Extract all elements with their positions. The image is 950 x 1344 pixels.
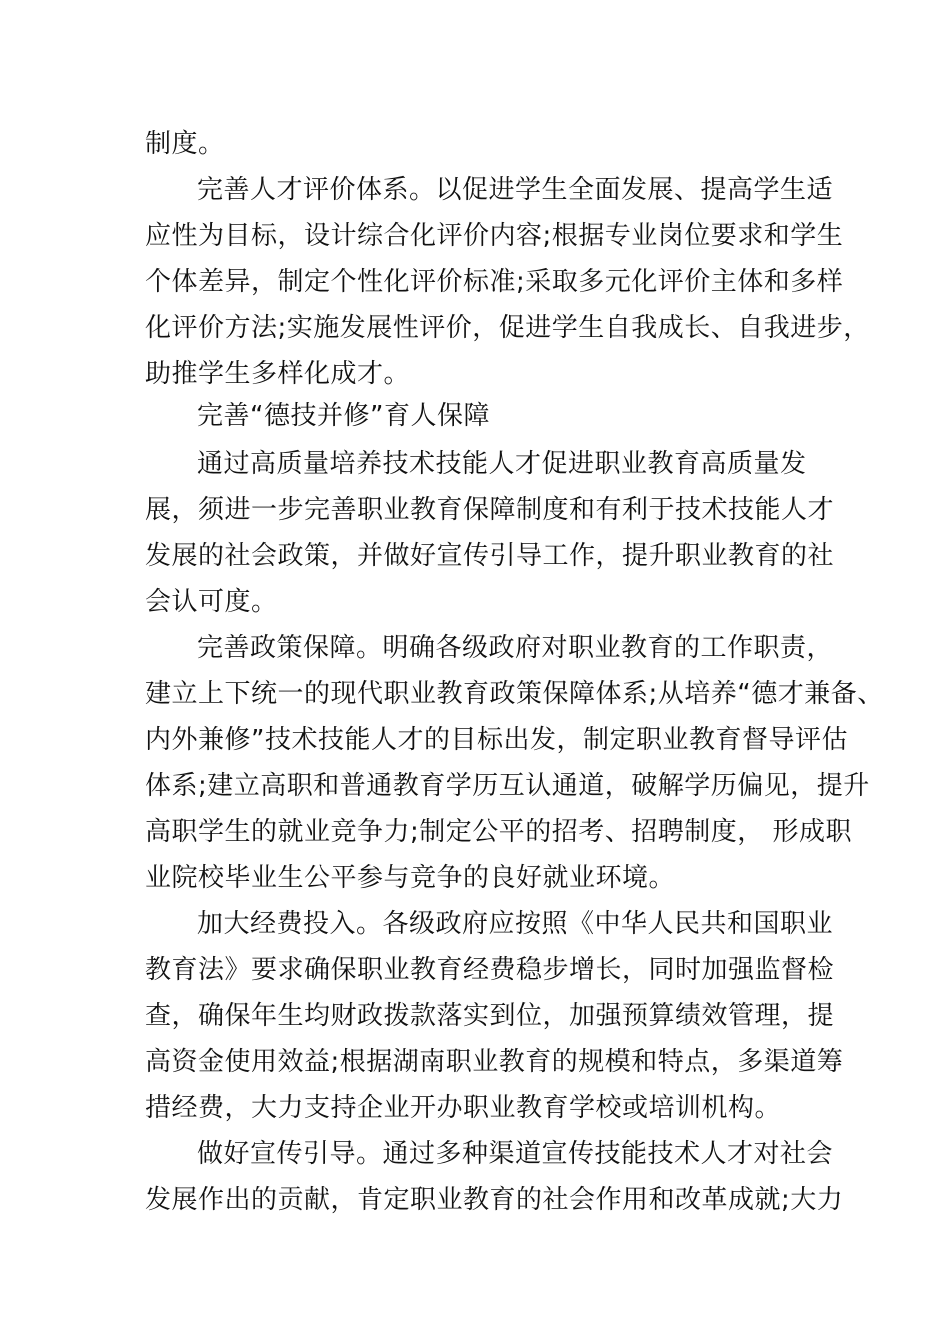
text-line: 高职学生的就业竞争力;制定公平的招考、招聘制度， 形成职: [145, 817, 853, 847]
text-line: 助推学生多样化成才。: [145, 359, 411, 389]
text-line: 发展作出的贡献，肯定职业教育的社会作用和改革成就;大力: [145, 1185, 844, 1215]
text-line: 高资金使用效益;根据湖南职业教育的规模和特点，多渠道筹: [145, 1047, 844, 1077]
section-heading: 完善“德技并修”育人保障: [197, 401, 490, 431]
text-line: 查，确保年生均财政拨款落实到位，加强预算绩效管理，提: [145, 1001, 835, 1031]
text-line: 化评价方法;实施发展性评价，促进学生自我成长、自我进步，: [145, 313, 870, 343]
text-line: 内外兼修”技术技能人才的目标出发，制定职业教育督导评估: [145, 725, 848, 755]
text-line: 业院校毕业生公平参与竞争的良好就业环境。: [145, 863, 676, 893]
text-line: 通过高质量培养技术技能人才促进职业教育高质量发: [197, 449, 807, 479]
text-line: 展，须进一步完善职业教育保障制度和有利于技术技能人才: [145, 495, 835, 525]
text-line: 制度。: [145, 129, 225, 159]
text-line: 会认可度。: [145, 587, 278, 617]
text-line: 发展的社会政策，并做好宣传引导工作，提升职业教育的社: [145, 541, 835, 571]
text-line: 个体差异，制定个性化评价标准;采取多元化评价主体和多样: [145, 267, 844, 297]
text-line: 措经费，大力支持企业开办职业教育学校或培训机构。: [145, 1093, 782, 1123]
paragraph-heading-publicity: 做好宣传引导。通过多种渠道宣传技能技术人才对社会: [197, 1139, 834, 1169]
text-line: 建立上下统一的现代职业教育政策保障体系;从培养“德才兼备、: [145, 679, 884, 709]
text-line: 体系;建立高职和普通教育学历互认通道，破解学历偏见，提升: [145, 771, 870, 801]
paragraph-heading-talent-evaluation: 完善人才评价体系。以促进学生全面发展、提高学生适: [197, 175, 834, 205]
text-line: 应性为目标，设计综合化评价内容;根据专业岗位要求和学生: [145, 221, 844, 251]
paragraph-heading-policy: 完善政策保障。明确各级政府对职业教育的工作职责，: [197, 633, 834, 663]
paragraph-heading-funding: 加大经费投入。各级政府应按照《中华人民共和国职业: [197, 909, 834, 939]
text-line: 教育法》要求确保职业教育经费稳步增长，同时加强监督检: [145, 955, 835, 985]
